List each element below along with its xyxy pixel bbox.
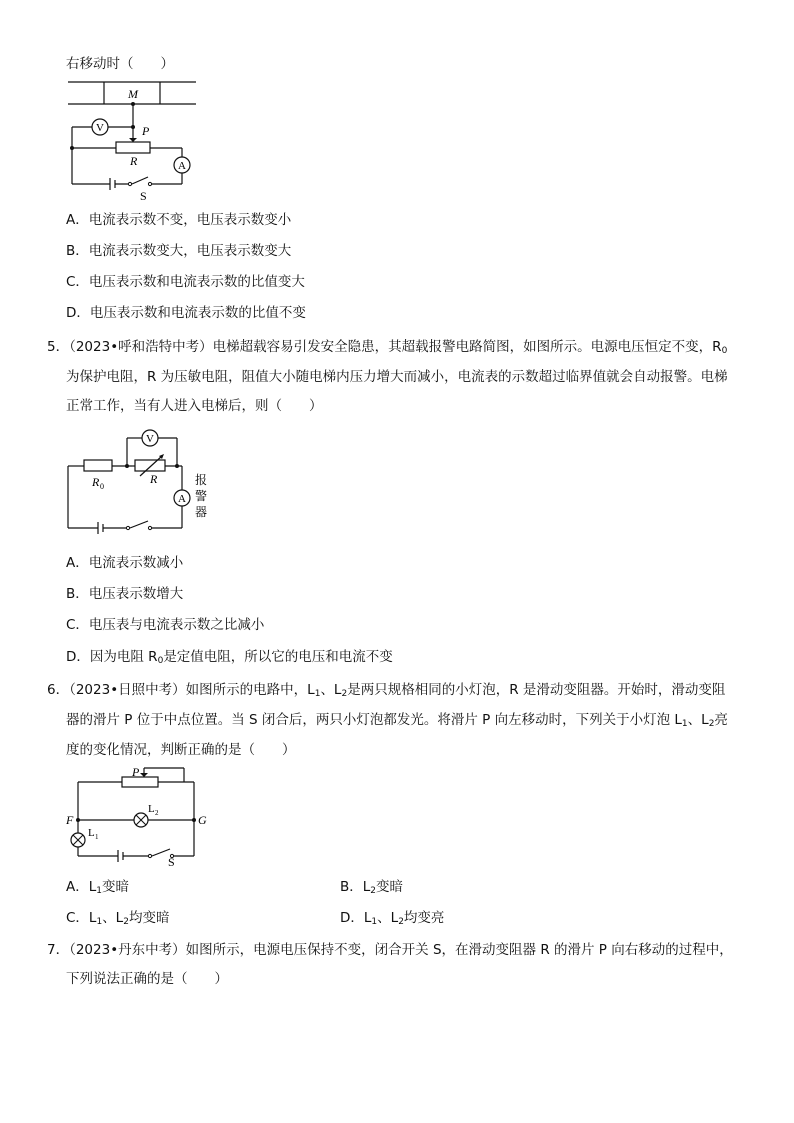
q4-option-a[interactable]: A．电流表示数不变，电压表示数变小 <box>66 212 292 228</box>
label-alarm-1: 报 <box>195 473 208 487</box>
ammeter-label: A <box>178 493 186 505</box>
label-r: R <box>130 154 138 168</box>
label-p: P <box>132 765 140 779</box>
q6-option-b[interactable]: B．$L_2$变暗 <box>340 879 404 896</box>
label-alarm-3: 器 <box>195 505 208 519</box>
q4-option-d[interactable]: D．电压表示数和电流表示数的比值不变 <box>66 305 306 321</box>
lamp-l2-icon <box>134 813 148 827</box>
label-l1-sub: 1 <box>95 833 99 841</box>
q7-number: 7． <box>47 942 70 958</box>
junction-dot <box>70 146 74 150</box>
label-s: S <box>168 855 175 869</box>
junction-dot <box>175 464 179 468</box>
label-l1: L <box>88 827 95 839</box>
label-l2-sub: 2 <box>155 809 159 817</box>
q6-source: （2023•日照中考） <box>69 682 186 698</box>
voltmeter-label: V <box>146 433 154 445</box>
q4-circuit-diagram <box>60 78 210 203</box>
label-alarm-2: 警 <box>195 489 208 503</box>
q5-stem-line2: 为保护电阻，R 为压敏电阻，阻值大小随电梯内压力增大而减小，电流表的示数超过临界值就会自动报警。电梯 <box>66 369 728 385</box>
junction-dot <box>125 464 129 468</box>
junction-dot <box>131 125 135 129</box>
q4-stem-tail: 右移动时（ ） <box>66 56 174 72</box>
label-r0-sub: 0 <box>100 482 104 491</box>
ammeter-label: A <box>178 160 186 172</box>
label-m: M <box>128 87 138 101</box>
q6-stem-line3: 度的变化情况，判断正确的是（ ） <box>66 742 296 758</box>
q5-option-d[interactable]: D．因为电阻 $R_0$是定值电阻，所以它的电压和电流不变 <box>66 649 393 666</box>
q4-option-b[interactable]: B．电流表示数变大，电压表示数变大 <box>66 243 292 259</box>
q5-source: （2023•呼和浩特中考） <box>69 339 213 355</box>
q4-option-c[interactable]: C．电压表示数和电流表示数的比值变大 <box>66 274 305 290</box>
q5-stem-line1: 5．（2023•呼和浩特中考）电梯超载容易引发安全隐患，其超载报警电路简图，如图所示。电源电压恒定不变，$R_0$ <box>47 339 728 356</box>
q6-number: 6． <box>47 682 70 698</box>
voltmeter-label: V <box>96 122 104 134</box>
label-l2: L <box>148 803 155 815</box>
q7-stem-line2: 下列说法正确的是（ ） <box>66 971 228 987</box>
junction-dot <box>76 818 80 822</box>
label-s: S <box>140 189 147 203</box>
q5-circuit-diagram <box>60 426 220 536</box>
junction-dot <box>192 818 196 822</box>
label-f: F <box>66 813 74 827</box>
lamp-l1-icon <box>71 833 85 847</box>
slider-arrow-icon <box>129 138 137 142</box>
q5-option-c[interactable]: C．电压表与电流表示数之比减小 <box>66 617 265 633</box>
q5-stem-line3: 正常工作，当有人进入电梯后，则（ ） <box>66 398 323 414</box>
q7-stem-line1: 7．（2023•丹东中考）如图所示，电源电压保持不变，闭合开关 S，在滑动变阻器 R 的滑片 P 向右移动的过程中， <box>47 942 733 958</box>
junction-dot <box>131 102 135 106</box>
q6-stem-line1: 6．（2023•日照中考）如图所示的电路中，$L_1$、$L_2$是两只规格相同的小灯泡，R 是滑动变阻器。开始时，滑动变阻 <box>47 682 726 699</box>
q6-option-c[interactable]: C．$L_1$、$L_2$均变暗 <box>66 910 170 927</box>
q6-option-a[interactable]: A．$L_1$变暗 <box>66 879 129 896</box>
q7-source: （2023•丹东中考） <box>69 942 186 958</box>
label-g: G <box>198 813 207 827</box>
q5-option-b[interactable]: B．电压表示数增大 <box>66 586 184 602</box>
label-r0: R <box>92 475 100 489</box>
q6-option-d[interactable]: D．$L_1$、$L_2$均变亮 <box>340 910 445 927</box>
label-p: P <box>142 124 150 138</box>
q6-stem-line2: 器的滑片 P 位于中点位置。当 S 闭合后，两只小灯泡都发光。将滑片 P 向左移动时，下列关于小灯泡 $L_1$、$L_2$亮 <box>66 712 728 729</box>
q6-circuit-diagram <box>60 764 220 869</box>
q5-option-a[interactable]: A．电流表示数减小 <box>66 555 184 571</box>
label-r: R <box>150 472 158 486</box>
q5-number: 5． <box>47 339 70 355</box>
